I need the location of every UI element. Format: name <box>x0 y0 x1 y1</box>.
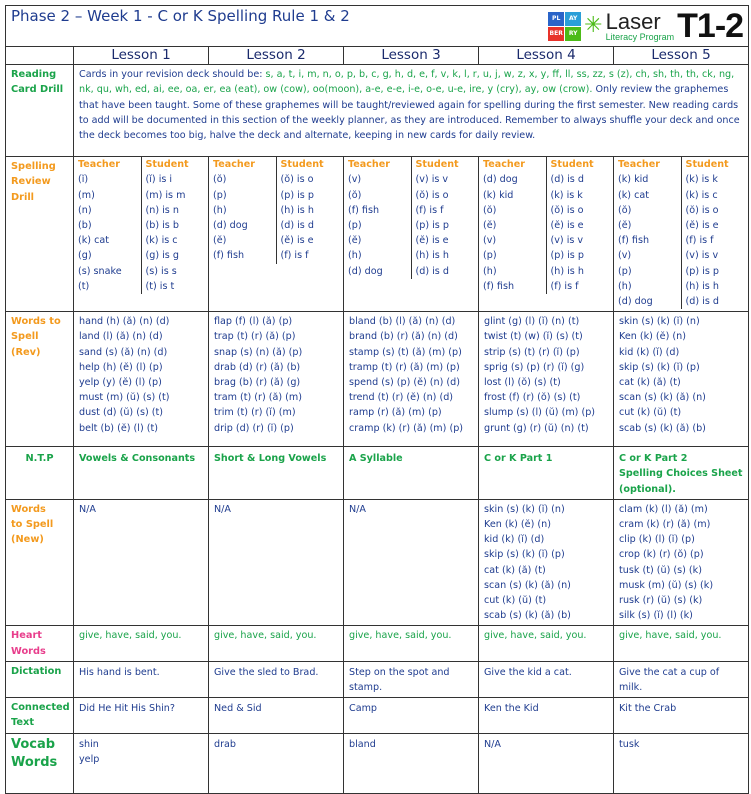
lesson-1-cell <box>74 733 209 793</box>
cell-text: give, have, said, you. <box>214 630 317 642</box>
student-item: (v) is v <box>685 250 719 262</box>
student-item: (f) is f <box>685 235 714 247</box>
teacher-item: (ĕ) <box>618 220 632 232</box>
list-item: crop (k) (r) (ŏ) (p) <box>619 549 704 561</box>
student-item: (p) is p <box>415 220 449 232</box>
list-item: musk (m) (ŭ) (s) (k) <box>619 579 714 591</box>
lesson-4-header: Lesson 4 <box>479 47 614 65</box>
teacher-item: (ŏ) <box>483 204 497 216</box>
list-item: skin (s) (k) (ĭ) (n) <box>484 503 565 515</box>
student-item: (ŏ) is o <box>280 174 314 186</box>
list-item: yelp (y) (ĕ) (l) (p) <box>79 377 162 389</box>
lesson-3-cell <box>344 312 479 447</box>
cell-text: His hand is bent. <box>79 666 160 678</box>
list-item: sprig (s) (p) (r) (ĭ) (g) <box>484 361 585 373</box>
list-item: skin (s) (k) (ĭ) (n) <box>619 316 700 328</box>
row-label <box>6 661 74 697</box>
label-line: Card Drill <box>11 84 64 96</box>
cell-text: Did He Hit His Shin? <box>79 703 175 715</box>
list-item: skip (s) (k) (ĭ) (p) <box>619 361 700 373</box>
student-item: (h) is h <box>280 204 314 216</box>
list-item: tram (t) (r) (ă) (m) <box>214 392 303 404</box>
student-item: (b) is b <box>145 220 179 232</box>
lesson-2-cell <box>209 626 344 661</box>
list-item: scan (s) (k) (ă) (n) <box>619 392 706 404</box>
teacher-column <box>344 157 411 279</box>
list-item: Spelling Choices Sheet <box>619 468 743 480</box>
student-item: (ĕ) is e <box>280 235 314 247</box>
list-item: slump (s) (l) (ŭ) (m) (p) <box>484 407 596 419</box>
list-item: clam (k) (l) (ă) (m) <box>619 503 708 515</box>
student-heading: Student <box>145 159 189 171</box>
teacher-item: (ŏ) <box>348 189 362 201</box>
list-item: cat (k) (ă) (t) <box>619 377 681 389</box>
cell-text: give, have, said, you. <box>619 630 722 642</box>
list-item: rusk (r) (ŭ) (s) (k) <box>619 595 703 607</box>
label-line: Words <box>11 645 46 657</box>
vocab-row <box>6 733 749 793</box>
student-item: (ŏ) is o <box>415 189 449 201</box>
lesson-1-cell <box>74 626 209 661</box>
lesson-5-cell <box>614 499 749 626</box>
student-item: (ĕ) is e <box>415 235 449 247</box>
student-item: (ĭ) is i <box>145 174 173 186</box>
lesson-4-cell <box>479 312 614 447</box>
label-line: Words to <box>11 316 61 328</box>
lesson-4-cell <box>479 733 614 793</box>
student-item: (ĕ) is e <box>685 220 719 232</box>
playberry-puzzle-logo <box>548 12 581 41</box>
teacher-item: (p) <box>483 250 497 262</box>
student-item: (h) is h <box>685 280 719 292</box>
reading-body: Only review the graphemes that have been taught. Some of these graphemes will be taught/reviewed again for spelling during the first semester. New reading cards to add will be documented in this section of the weekly planner, as they are introduced. Remember to always shuffle your deck and once the deck becomes too big, halve the deck and alternate, keeping in new cards for daily review. <box>79 84 740 142</box>
cell-text: Ned & Sid <box>214 703 262 715</box>
teacher-student-split <box>74 157 208 294</box>
teacher-item: (b) <box>78 220 92 232</box>
teacher-item: (m) <box>78 189 95 201</box>
list-item: kid (k) (ĭ) (d) <box>619 346 680 358</box>
list-item: C or K Part 2 <box>619 453 688 465</box>
list-item: ramp (r) (ă) (m) (p) <box>349 407 442 419</box>
row-label <box>6 698 74 733</box>
lesson-2-header: Lesson 2 <box>209 47 344 65</box>
list-item: cram (k) (r) (ă) (m) <box>619 519 711 531</box>
cell-text: give, have, said, you. <box>349 630 452 642</box>
teacher-item: (p) <box>618 265 632 277</box>
teacher-item: (f) fish <box>213 250 245 262</box>
student-item: (p) is p <box>280 189 314 201</box>
logo <box>548 9 743 43</box>
cell-text: Ken the Kid <box>484 703 539 715</box>
puzzle-piece: PL <box>548 12 564 26</box>
student-item: (t) is t <box>145 280 175 292</box>
lesson-5-cell <box>614 626 749 661</box>
lesson-2-cell <box>209 698 344 733</box>
lesson-4-cell <box>479 661 614 697</box>
cell-text: Give the cat a cup of milk. <box>619 666 720 694</box>
list-item: drab <box>214 738 237 750</box>
teacher-item: (p) <box>213 189 227 201</box>
teacher-heading: Teacher <box>483 159 526 171</box>
list-item: hand (h) (ă) (n) (d) <box>79 316 170 328</box>
teacher-item: (k) kid <box>483 189 514 201</box>
page-title: Phase 2 – Week 1 - C or K Spelling Rule 1 & 2 <box>11 7 350 25</box>
list-item: twist (t) (w) (ĭ) (s) (t) <box>484 331 583 343</box>
lesson-2-cell <box>209 157 344 312</box>
student-heading: Student <box>685 159 729 171</box>
student-heading: Student <box>550 159 594 171</box>
student-item: (n) is n <box>145 204 179 216</box>
list-item: belt (b) (ĕ) (l) (t) <box>79 422 158 434</box>
cell-text: Camp <box>349 703 378 715</box>
student-item: (m) is m <box>145 189 186 201</box>
list-item: kid (k) (ĭ) (d) <box>484 534 545 546</box>
lesson-5-cell <box>614 698 749 733</box>
teacher-item: (k) cat <box>618 189 650 201</box>
logo-level: T1-2 <box>677 7 744 45</box>
teacher-item: (t) <box>78 280 90 292</box>
lesson-3-cell <box>344 157 479 312</box>
student-item: (d) is d <box>685 296 719 308</box>
teacher-item: (h) <box>618 280 632 292</box>
lesson-header-row <box>6 47 749 65</box>
teacher-item: (d) dog <box>483 174 518 186</box>
teacher-column <box>74 157 141 294</box>
student-item: (f) is f <box>550 280 579 292</box>
student-item: (g) is g <box>145 250 179 262</box>
label-line: Spelling <box>11 161 56 173</box>
teacher-item: (v) <box>618 250 632 262</box>
cell-text: Step on the spot and stamp. <box>349 666 450 694</box>
teacher-item: (ŏ) <box>618 204 632 216</box>
teacher-student-split <box>614 157 748 309</box>
row-label <box>6 499 74 626</box>
label-line: Vocab <box>11 736 56 752</box>
student-heading: Student <box>415 159 459 171</box>
list-item: Ken (k) (ĕ) (n) <box>484 519 551 531</box>
label-line: Dictation <box>11 665 62 677</box>
teacher-item: (d) dog <box>618 296 653 308</box>
cell-text: Kit the Crab <box>619 703 677 715</box>
lesson-1-cell <box>74 499 209 626</box>
list-item: N/A <box>214 503 231 515</box>
list-item: cat (k) (ă) (t) <box>484 564 546 576</box>
teacher-item: (g) <box>78 250 92 262</box>
list-item: land (l) (ă) (n) (d) <box>79 331 163 343</box>
lesson-1-header: Lesson 1 <box>74 47 209 65</box>
list-item: lost (l) (ŏ) (s) (t) <box>484 377 561 389</box>
list-item: N/A <box>349 503 366 515</box>
list-item: must (m) (ŭ) (s) (t) <box>79 392 170 404</box>
teacher-item: (v) <box>483 235 497 247</box>
list-item: N/A <box>484 738 501 750</box>
list-item: drab (d) (r) (ă) (b) <box>214 361 301 373</box>
lesson-4-cell <box>479 157 614 312</box>
teacher-item: (s) snake <box>78 265 122 277</box>
list-item: brand (b) (r) (ă) (n) (d) <box>349 331 458 343</box>
weekly-planner <box>5 5 748 794</box>
teacher-item: (f) fish <box>483 280 515 292</box>
list-item: bland (b) (l) (ă) (n) (d) <box>349 316 456 328</box>
reading-text <box>74 65 749 157</box>
label-line: Drill <box>11 191 35 203</box>
row-label <box>6 65 74 157</box>
teacher-item: (n) <box>78 204 92 216</box>
row-label <box>6 733 74 793</box>
student-item: (ŏ) is o <box>685 204 719 216</box>
label-line: Reading <box>11 69 57 81</box>
teacher-item: (h) <box>213 204 227 216</box>
spelling-review-row <box>6 157 749 312</box>
label-line: Spell <box>11 331 39 343</box>
list-item: bland <box>349 738 376 750</box>
lesson-4-cell <box>479 698 614 733</box>
heart-row <box>6 626 749 661</box>
label-line: Words <box>11 503 46 515</box>
lesson-2-cell <box>209 733 344 793</box>
list-item: flap (f) (l) (ă) (p) <box>214 316 293 328</box>
list-item: trap (t) (r) (ă) (p) <box>214 331 296 343</box>
student-item: (s) is s <box>145 265 177 277</box>
logo-laser: Laser <box>605 8 661 34</box>
cell-text: Give the kid a cat. <box>484 666 572 678</box>
list-item: shin <box>79 738 99 750</box>
list-item: frost (f) (r) (ŏ) (s) (t) <box>484 392 581 404</box>
list-item: Short & Long Vowels <box>214 453 327 465</box>
cell-text: give, have, said, you. <box>484 630 587 642</box>
list-item: Ken (k) (ĕ) (n) <box>619 331 686 343</box>
teacher-item: (ĕ) <box>483 220 497 232</box>
teacher-item: (h) <box>348 250 362 262</box>
words-new-row <box>6 499 749 626</box>
label-line: Text <box>11 717 35 729</box>
student-item: (d) is d <box>550 174 584 186</box>
list-item: N/A <box>79 503 96 515</box>
list-item: skip (s) (k) (ĭ) (p) <box>484 549 565 561</box>
student-item: (h) is h <box>415 250 449 262</box>
row-label <box>6 312 74 447</box>
label-line: (New) <box>11 534 44 546</box>
lesson-4-cell <box>479 447 614 500</box>
teacher-student-split <box>209 157 343 263</box>
lesson-5-header: Lesson 5 <box>614 47 749 65</box>
lesson-3-cell <box>344 661 479 697</box>
teacher-heading: Teacher <box>618 159 661 171</box>
student-item: (k) is k <box>550 189 583 201</box>
list-item: snap (s) (n) (ă) (p) <box>214 346 303 358</box>
lesson-3-cell <box>344 733 479 793</box>
student-item: (h) is h <box>550 265 584 277</box>
student-item: (p) is p <box>685 265 719 277</box>
lesson-1-cell <box>74 447 209 500</box>
lesson-3-cell <box>344 626 479 661</box>
label-line: Review <box>11 176 51 188</box>
lesson-5-cell <box>614 312 749 447</box>
lesson-3-cell <box>344 698 479 733</box>
student-item: (d) is d <box>280 220 314 232</box>
lesson-1-cell <box>74 661 209 697</box>
puzzle-piece: BER <box>548 27 564 41</box>
teacher-item: (p) <box>348 220 362 232</box>
list-item: (optional). <box>619 483 676 495</box>
list-item: strip (s) (t) (r) (ĭ) (p) <box>484 346 580 358</box>
list-item: cut (k) (ŭ) (t) <box>484 595 547 607</box>
teacher-heading: Teacher <box>78 159 121 171</box>
list-item: cramp (k) (r) (ă) (m) (p) <box>349 422 464 434</box>
logo-program: Literacy Program <box>605 31 675 42</box>
label-line: Heart <box>11 630 42 642</box>
student-column <box>411 157 479 279</box>
list-item: C or K Part 1 <box>484 453 553 465</box>
student-column <box>141 157 209 294</box>
reading-row <box>6 65 749 157</box>
teacher-heading: Teacher <box>348 159 391 171</box>
list-item: tusk <box>619 738 640 750</box>
lesson-2-cell <box>209 661 344 697</box>
lesson-4-cell <box>479 499 614 626</box>
row-label <box>6 157 74 312</box>
teacher-item: (ŏ) <box>213 174 227 186</box>
student-item: (f) is f <box>280 250 309 262</box>
teacher-column <box>614 157 681 309</box>
teacher-item: (k) cat <box>78 235 110 247</box>
list-item: trim (t) (r) (ĭ) (m) <box>214 407 296 419</box>
teacher-item: (f) fish <box>618 235 650 247</box>
list-item: glint (g) (l) (ĭ) (n) (t) <box>484 316 580 328</box>
title-row <box>6 6 749 47</box>
label-line: to Spell <box>11 519 54 531</box>
reading-intro: Cards in your revision deck should be: <box>79 69 266 81</box>
teacher-item: (k) kid <box>618 174 649 186</box>
student-item: (k) is c <box>145 235 178 247</box>
student-item: (d) is d <box>415 265 449 277</box>
connected-row <box>6 698 749 733</box>
lesson-1-cell <box>74 698 209 733</box>
ntp-row <box>6 447 749 500</box>
student-column <box>546 157 614 294</box>
student-item: (v) is v <box>415 174 449 186</box>
label-line: Words <box>11 754 58 770</box>
teacher-student-split <box>344 157 478 279</box>
teacher-item: (ĭ) <box>78 174 89 186</box>
student-column <box>276 157 344 263</box>
lesson-4-cell <box>479 626 614 661</box>
student-item: (v) is v <box>550 235 584 247</box>
student-item: (ĕ) is e <box>550 220 584 232</box>
dictation-row <box>6 661 749 697</box>
planner-table <box>5 5 749 794</box>
list-item: yelp <box>79 753 100 765</box>
lesson-5-cell <box>614 157 749 312</box>
teacher-item: (ĕ) <box>348 235 362 247</box>
list-item: trend (t) (r) (ĕ) (n) (d) <box>349 392 454 404</box>
cell-text: Give the sled to Brad. <box>214 666 319 678</box>
label-line: N.T.P <box>25 453 54 465</box>
lesson-2-cell <box>209 499 344 626</box>
student-heading: Student <box>280 159 324 171</box>
student-item: (k) is c <box>685 189 718 201</box>
laser-burst-icon: ✳ <box>584 13 603 38</box>
label-line: Connected <box>11 702 70 714</box>
lesson-3-cell <box>344 499 479 626</box>
student-item: (k) is k <box>685 174 718 186</box>
list-item: stamp (s) (t) (ă) (m) (p) <box>349 346 462 358</box>
lesson-2-cell <box>209 312 344 447</box>
puzzle-piece: RY <box>565 27 581 41</box>
teacher-item: (ĕ) <box>213 235 227 247</box>
list-item: clip (k) (l) (ĭ) (p) <box>619 534 695 546</box>
student-item: (p) is p <box>550 250 584 262</box>
reading-cards: s, a, t, i, m, n, o, p, b, c, g, h, d, e, f, v, k, l, r, u, j, w, z, x, y, ff, ll, ss, zz, s (z), ch, sh, th, th, ck, ng, nk, qu, wh, ed, ai, ee, oa, er, ea (eat), ow (cow), oo(moon), a-e, e-e, i-e, o-e, u-e, ire, y (cry), ay, ow (crow). <box>79 69 735 96</box>
lesson-1-cell <box>74 312 209 447</box>
row-label <box>6 447 74 500</box>
teacher-student-split <box>479 157 613 294</box>
list-item: spend (s) (p) (ĕ) (n) (d) <box>349 377 460 389</box>
student-column <box>681 157 749 309</box>
list-item: drip (d) (r) (ĭ) (p) <box>214 422 294 434</box>
teacher-column <box>479 157 546 294</box>
list-item: tramp (t) (r) (ă) (m) (p) <box>349 361 460 373</box>
label-line: (Rev) <box>11 346 41 358</box>
teacher-heading: Teacher <box>213 159 256 171</box>
cell-text: give, have, said, you. <box>79 630 182 642</box>
teacher-item: (d) dog <box>348 265 383 277</box>
lesson-3-header: Lesson 3 <box>344 47 479 65</box>
lesson-2-cell <box>209 447 344 500</box>
list-item: help (h) (ĕ) (l) (p) <box>79 361 163 373</box>
words-rev-row <box>6 312 749 447</box>
teacher-item: (f) fish <box>348 204 380 216</box>
list-item: dust (d) (ŭ) (s) (t) <box>79 407 164 419</box>
list-item: scan (s) (k) (ă) (n) <box>484 579 571 591</box>
teacher-item: (v) <box>348 174 362 186</box>
teacher-item: (h) <box>483 265 497 277</box>
row-label <box>6 626 74 661</box>
puzzle-piece: AY <box>565 12 581 26</box>
lesson-1-cell <box>74 157 209 312</box>
teacher-column <box>209 157 276 263</box>
list-item: cut (k) (ŭ) (t) <box>619 407 682 419</box>
student-item: (f) is f <box>415 204 444 216</box>
lesson-3-cell <box>344 447 479 500</box>
list-item: sand (s) (ă) (n) (d) <box>79 346 168 358</box>
lesson-5-cell <box>614 661 749 697</box>
list-item: tusk (t) (ŭ) (s) (k) <box>619 564 702 576</box>
list-item: scab (s) (k) (ă) (b) <box>619 422 706 434</box>
list-item: brag (b) (r) (ă) (g) <box>214 377 301 389</box>
teacher-item: (d) dog <box>213 220 248 232</box>
list-item: A Syllable <box>349 453 403 465</box>
student-item: (ŏ) is o <box>550 204 584 216</box>
list-item: scab (s) (k) (ă) (b) <box>484 610 571 622</box>
lesson-5-cell <box>614 733 749 793</box>
lesson-5-cell <box>614 447 749 500</box>
list-item: grunt (g) (r) (ŭ) (n) (t) <box>484 422 589 434</box>
list-item: silk (s) (ĭ) (l) (k) <box>619 610 693 622</box>
list-item: Vowels & Consonants <box>79 453 196 465</box>
